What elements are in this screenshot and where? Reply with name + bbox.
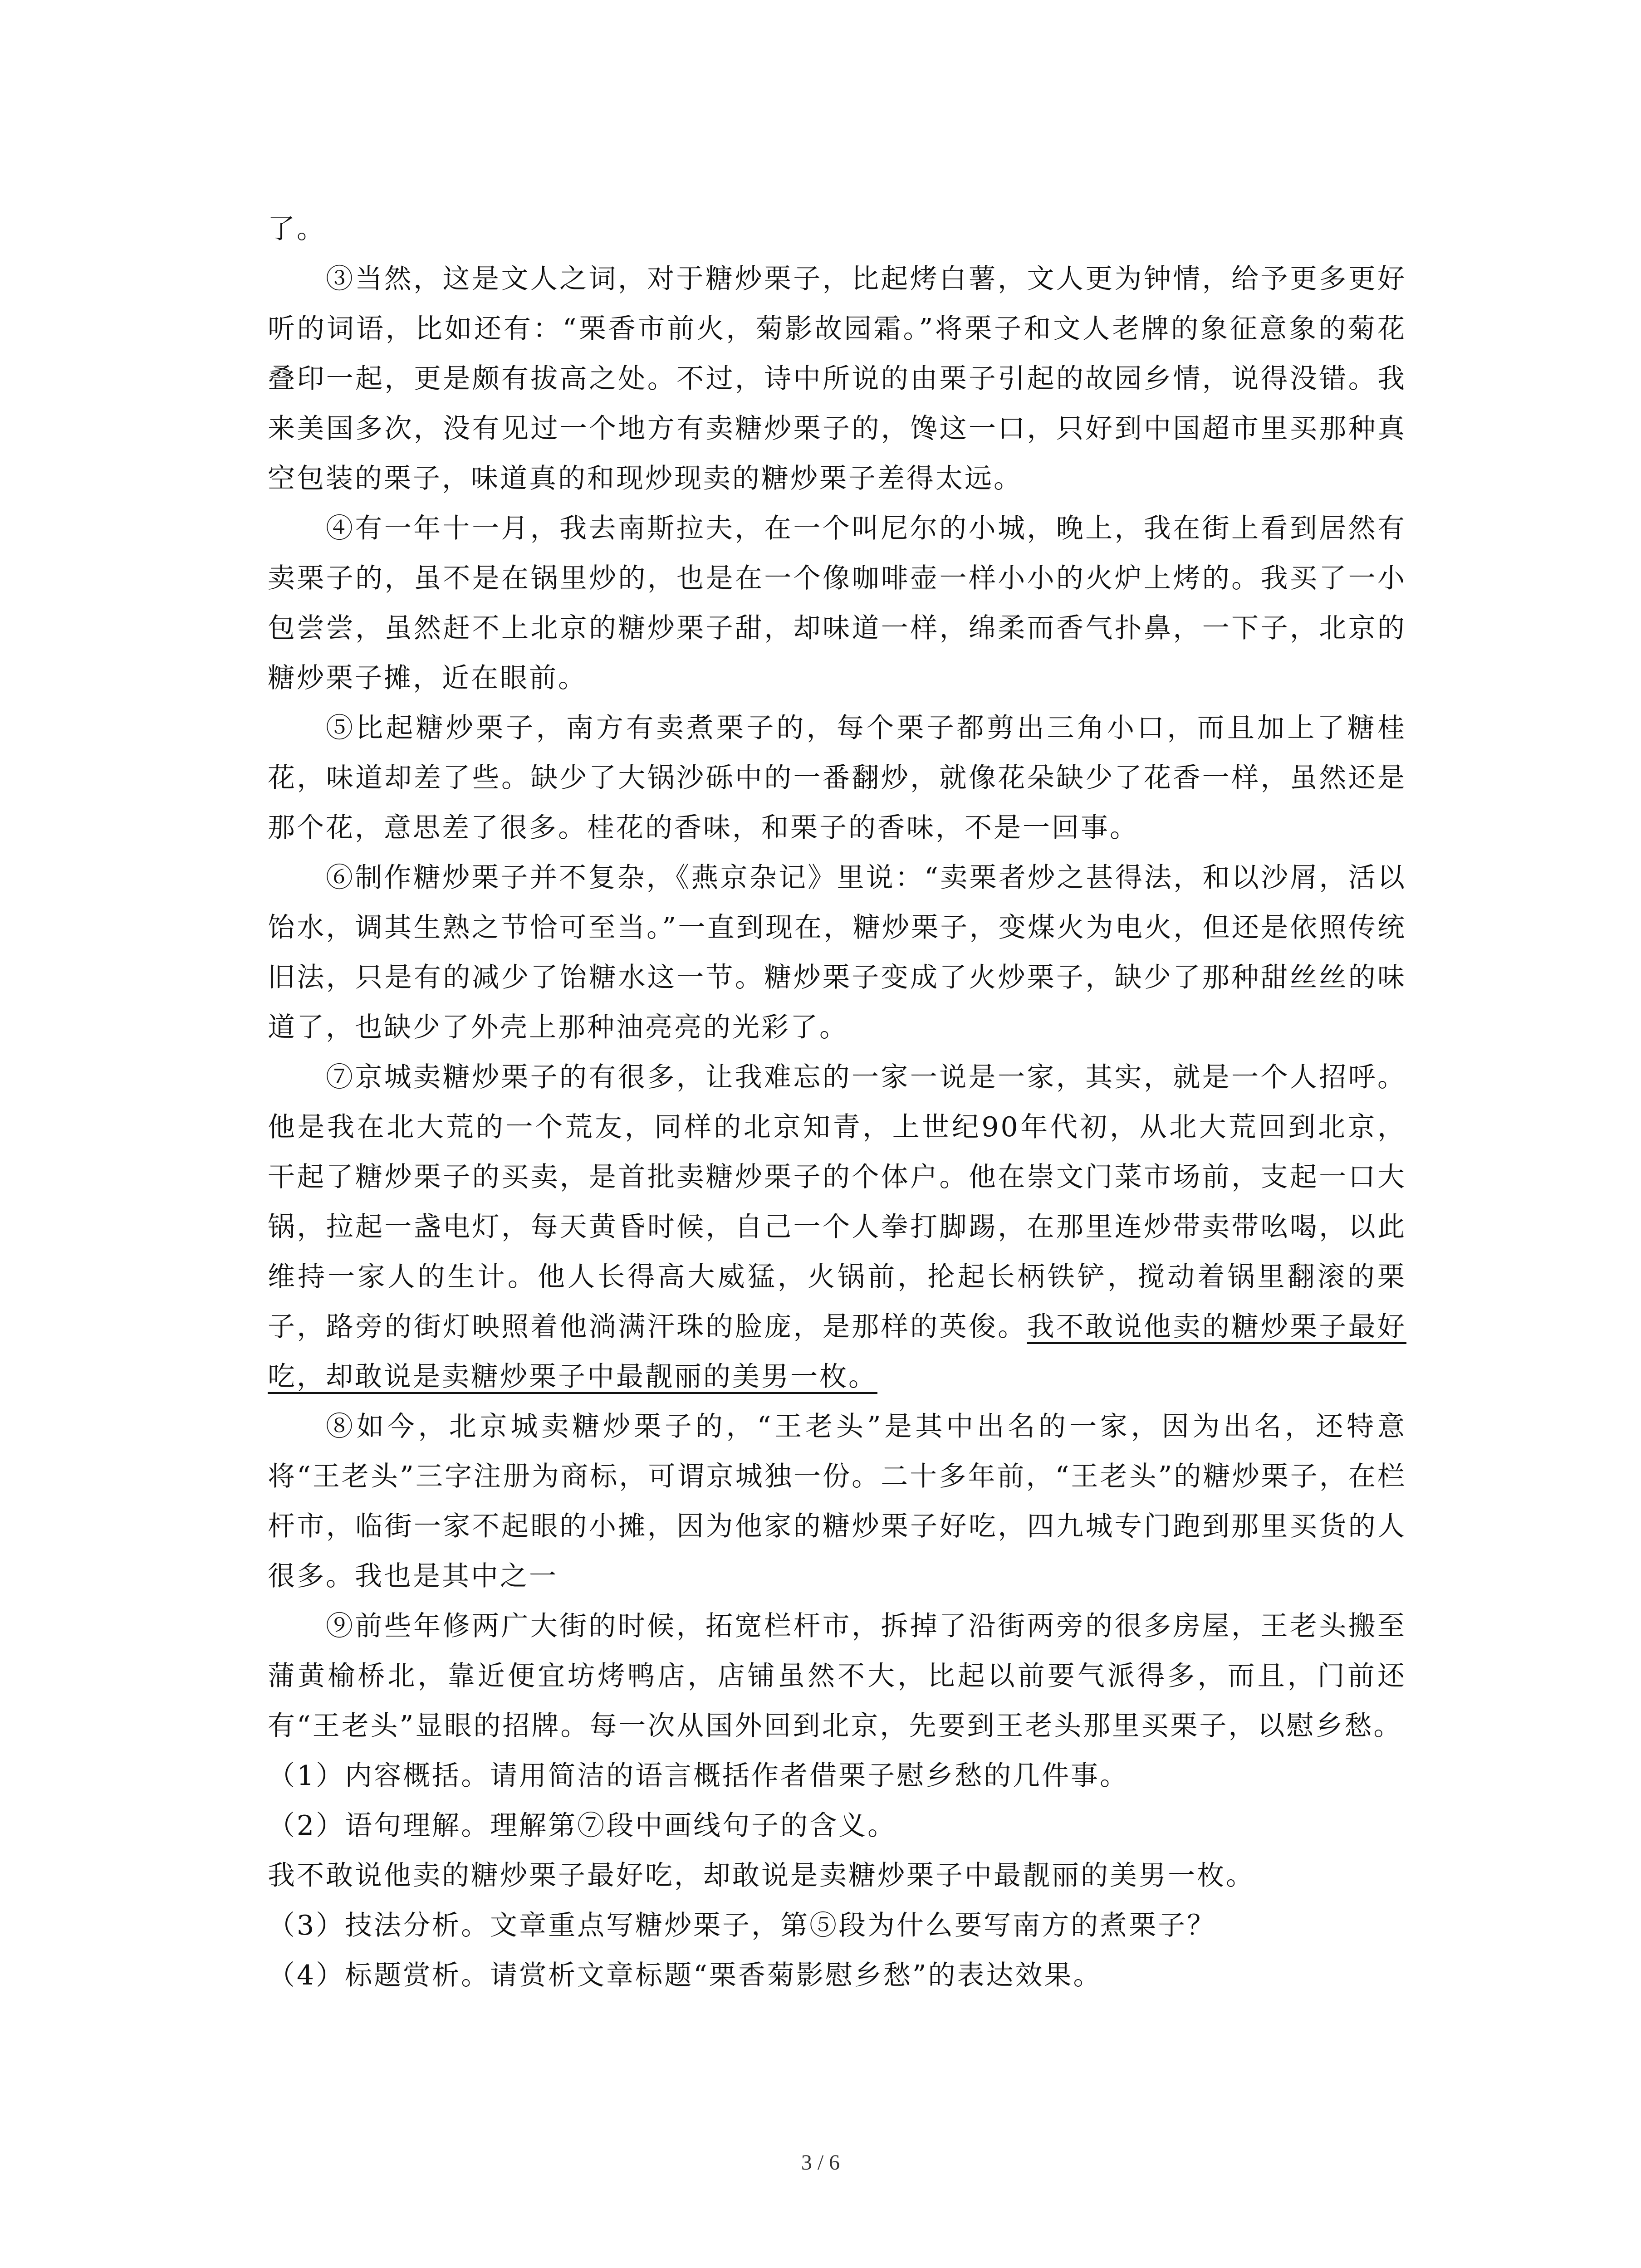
page-number: 3 / 6 [801, 2151, 840, 2175]
underlined-sentence: 我不敢说他卖的糖炒栗子最好吃，却敢说是卖糖炒栗子中最靓丽的美男一枚。 [268, 1311, 1406, 1393]
paragraph-8: ⑧如今，北京城卖糖炒栗子的，“王老头”是其中出名的一家，因为出名，还特意将“王老头”三字注册为商标，可谓京城独一份。二十多年前，“王老头”的糖炒栗子，在栏杆市，临街一家不起眼的小摊，因为他家的糖炒栗子好吃，四九城专门跑到那里买货的人很多。我也是其中之一 [268, 1411, 1406, 1592]
paragraph-7-text: ⑦京城卖糖炒栗子的有很多，让我难忘的一家一说是一家，其实，就是一个人招呼。他是我在北大荒的一个荒友，同样的北京知青，上世纪90年代初，从北大荒回到北京，干起了糖炒栗子的买卖，是首批卖糖炒栗子的个体户。他在崇文门菜市场前，支起一口大锅，拉起一盏电灯，每天黄昏时候，自己一个人拳打脚踢，在那里连炒带卖带吆喝，以此维持一家人的生计。他人长得高大威猛，火锅前，抡起长柄铁铲，搅动着锅里翻滚的栗子，路旁的街灯映照着他淌满汗珠的脸庞，是那样的英俊。 [268, 1061, 1406, 1343]
question-1: （1）内容概括。请用简洁的语言概括作者借栗子慰乡愁的几件事。 [268, 1760, 1129, 1792]
paragraph-7 [268, 1052, 1406, 1402]
question-4: （4）标题赏析。请赏析文章标题“栗香菊影慰乡愁”的表达效果。 [268, 1960, 1102, 1991]
paragraph-continuation: 了。 [268, 213, 326, 245]
question-2-quote: 我不敢说他卖的糖炒栗子最好吃，却敢说是卖糖炒栗子中最靓丽的美男一枚。 [268, 1860, 1255, 1892]
paragraph-5: ⑤比起糖炒栗子，南方有卖煮栗子的，每个栗子都剪出三角小口，而且加上了糖桂花，味道却差了些。缺少了大锅沙砾中的一番翻炒，就像花朵缺少了花香一样，虽然还是那个花，意思差了很多。桂花的香味，和栗子的香味，不是一回事。 [268, 712, 1406, 844]
paragraph-4: ④有一年十一月，我去南斯拉夫，在一个叫尼尔的小城，晚上，我在街上看到居然有卖栗子的，虽不是在锅里炒的，也是在一个像咖啡壶一样小小的火炉上烤的。我买了一小包尝尝，虽然赶不上北京的糖炒栗子甜，却味道一样，绵柔而香气扑鼻，一下子，北京的糖炒栗子摊，近在眼前。 [268, 513, 1406, 694]
paragraph-3: ③当然，这是文人之词，对于糖炒栗子，比起烤白薯，文人更为钟情，给予更多更好听的词语，比如还有：“栗香市前火，菊影故园霜。”将栗子和文人老牌的象征意象的菊花叠印一起，更是颇有拔高之处。不过，诗中所说的由栗子引起的故园乡情，说得没错。我来美国多次，没有见过一个地方有卖糖炒栗子的，馋这一口，只好到中国超市里买那种真空包装的栗子，味道真的和现炒现卖的糖炒栗子差得太远。 [268, 263, 1406, 494]
paragraph-6: ⑥制作糖炒栗子并不复杂，《燕京杂记》里说：“卖栗者炒之甚得法，和以沙屑，活以饴水，调其生熟之节恰可至当。”一直到现在，糖炒栗子，变煤火为电火，但还是依照传统旧法，只是有的减少了饴糖水这一节。糖炒栗子变成了火炒栗子，缺少了那种甜丝丝的味道了，也缺少了外壳上那种油亮亮的光彩了。 [268, 862, 1406, 1043]
paragraph-9: ⑨前些年修两广大街的时候，拓宽栏杆市，拆掉了沿街两旁的很多房屋，王老头搬至蒲黄榆桥北，靠近便宜坊烤鸭店，店铺虽然不大，比起以前要气派得多，而且，门前还有“王老头”显眼的招牌。每一次从国外回到北京，先要到王老头那里买栗子，以慰乡愁。 [268, 1610, 1406, 1742]
question-2: （2）语句理解。理解第⑦段中画线句子的含义。 [268, 1810, 897, 1842]
article-body [268, 204, 1406, 2000]
question-3: （3）技法分析。文章重点写糖炒栗子，第⑤段为什么要写南方的煮栗子？ [268, 1910, 1216, 1941]
